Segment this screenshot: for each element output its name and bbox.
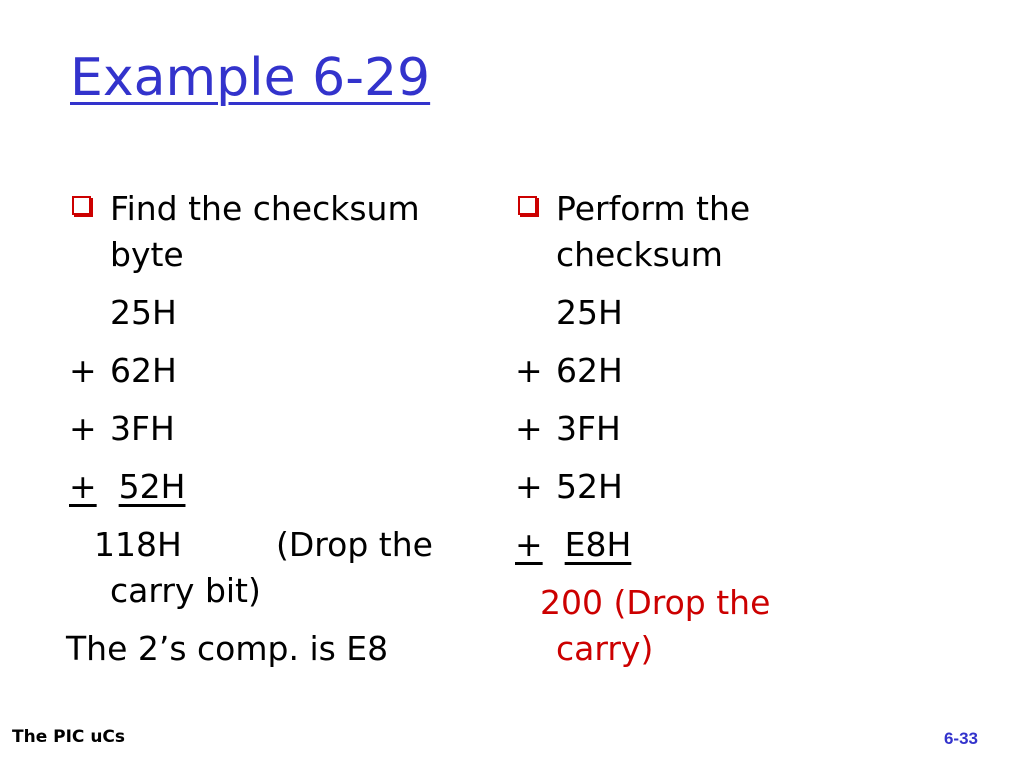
right-plus-4: +	[515, 467, 543, 506]
right-plus-5: +	[515, 525, 543, 564]
right-row-2	[512, 348, 932, 394]
right-row-4	[512, 464, 932, 510]
right-row-3	[512, 406, 932, 452]
right-value-1: 25H	[556, 293, 623, 332]
left-value-1: 25H	[110, 293, 177, 332]
right-value-3: 3FH	[556, 409, 621, 448]
left-value-2: 62H	[110, 351, 177, 390]
right-value-5: E8H	[564, 525, 632, 564]
left-bullet	[66, 186, 486, 278]
left-plus-3: +	[69, 409, 97, 448]
right-heading-line-1: Perform the	[556, 189, 751, 228]
left-conclusion: The 2’s comp. is E8	[66, 629, 389, 668]
left-column	[66, 186, 486, 672]
right-result-line-2: carry)	[556, 629, 654, 668]
right-row-1	[512, 290, 932, 336]
left-heading-line-1: Find the checksum	[110, 189, 420, 228]
slide-title: Example 6-29	[70, 48, 431, 108]
left-heading-line-2: byte	[110, 235, 184, 274]
left-value-4: 52H	[118, 467, 186, 506]
left-row-3	[66, 406, 486, 452]
left-row-1	[66, 290, 486, 336]
left-row-2	[66, 348, 486, 394]
right-value-4: 52H	[556, 467, 623, 506]
left-value-3: 3FH	[110, 409, 175, 448]
right-plus-2: +	[515, 351, 543, 390]
footer-course-title: The PIC uCs	[12, 727, 126, 747]
right-sum-underline-row	[515, 522, 631, 568]
left-plus-2: +	[69, 351, 97, 390]
left-note-2: carry bit)	[110, 571, 261, 610]
left-row-4	[66, 464, 486, 510]
right-row-5	[512, 522, 932, 568]
left-plus-4: +	[69, 467, 97, 506]
left-note-1: (Drop the	[276, 525, 433, 564]
left-result: 118H	[94, 525, 182, 564]
right-result-line-1: 200 (Drop the	[540, 583, 771, 622]
right-plus-3: +	[515, 409, 543, 448]
left-result-row	[66, 522, 486, 568]
right-value-2: 62H	[556, 351, 623, 390]
right-column	[512, 186, 932, 672]
right-heading-line-2: checksum	[556, 235, 723, 274]
left-sum-underline-row	[69, 464, 185, 510]
right-bullet	[512, 186, 932, 278]
footer-page-number: 6-33	[943, 729, 978, 748]
